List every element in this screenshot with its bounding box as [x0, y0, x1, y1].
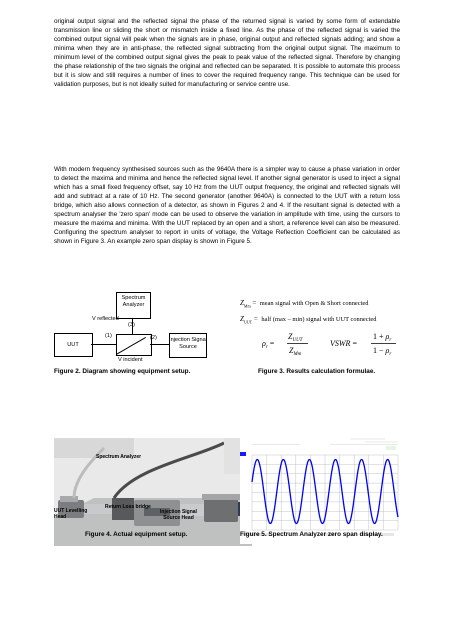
- spectrum-analyzer-label: Spectrum Analyzer: [121, 295, 146, 308]
- v-incident-label: V incident: [118, 357, 143, 363]
- equipment-photo: [54, 438, 252, 546]
- svg-text:1 − ρr: $1 - \rho_r$: [373, 346, 392, 357]
- port-3-label: (3): [128, 322, 135, 328]
- spectrum-analyzer-photo-label: Spectrum Analyzer: [96, 454, 142, 460]
- body-paragraph-2: With modern frequency synthesised sources such as the 9640A there is a simpler way to cause a phase variation in order to detect the maxima and minima and hence the reflected signal level. If another signal generator is used to inject a signal which has a small fixed frequency offset, say 10 Hz from the UUT output frequency, the original and reflected signals will add and subtract at a rate of 10 Hz. The second generator (another 9640A) is connected to the UUT with a return loss bridge, which also allows connection of a detector, as shown in Figures 2 and 4. If the resultant signal is detected with a spectrum analyser the 'zero span' mode can be used to observe the variation in amplitude with time, using the cursors to measure the maxima and minima. With the UUT replaced by an open and a short, a reference level can also be measured. Configuring the spectrum analyser to report in units of voltage, the Voltage Reflection Coefficient can be calculated as shown in Figure 3. An example zero span display is shown in Figure 5.: [54, 166, 400, 246]
- injection-source-label: Injection Signal Source: [169, 337, 207, 350]
- return-loss-bridge-label: Return Loss bridge: [105, 504, 151, 510]
- z-uut-definition: $Z_{UUT}$ = half (max – min) signal with UUT connected: [240, 315, 377, 325]
- svg-text:ZMm: $Z_{Mm}$: [289, 346, 302, 357]
- figure-5-caption: Figure 5. Spectrum Analyzer zero span display.: [240, 531, 383, 538]
- port-2-label: (2): [150, 335, 157, 341]
- injection-source-head-label: Injection Signal Source Head: [160, 509, 197, 521]
- figure-2-caption: Figure 2. Diagram showing equipment setup.: [54, 368, 191, 375]
- rho-formula: [262, 328, 412, 362]
- z-mm-definition: $Z_{Mm}$ = mean signal with Open & Short connected: [240, 299, 369, 309]
- svg-text:VSWR =: VSWR =: [330, 339, 357, 348]
- spectrum-analyzer-screen: [240, 438, 401, 544]
- port-1-label: (1): [105, 333, 112, 339]
- svg-text:1 + ρr: $1 + \rho_r$: [373, 332, 392, 343]
- svg-text:ρr =: $\rho_r$ =: [262, 339, 275, 350]
- uut-label: UUT: [67, 342, 79, 348]
- zero-span-trace-plot: [240, 438, 401, 544]
- figure-3-caption: Figure 3. Results calculation formulae.: [258, 368, 376, 375]
- body-paragraph-1: original output signal and the reflected signal the phase of the returned signal is varied by some form of extendable transmission line or sliding the short or mismatch inside a fixed line. As the phase of the reflected signal is varied the combined output signal will peak when the signals are in phase, original output and reflected signals adding; and show a minima when they are in anti-phase, the reflected signal subtracting from the original output signal. The maximum to minimum level of the combined output signal gives the peak to peak value of the reflected signal. Therefore by changing the phase relationship of the two signals the original and reflected can be separated. It is possible to automate this process but it is slow and still requires a number of lines to cover the required frequency range. This technique can be used for validation purposes, but is not ideally suited for manufacturing or service centre use.: [54, 18, 400, 89]
- svg-text:ZUUT: $Z_{UUT}$: [288, 332, 303, 343]
- bridge-box: [116, 334, 152, 356]
- uut-levelling-head-label: UUT Levelling Head: [54, 508, 88, 520]
- figure-4-caption: Figure 4. Actual equipment setup.: [85, 531, 188, 538]
- v-reflected-label: V reflected: [92, 316, 119, 322]
